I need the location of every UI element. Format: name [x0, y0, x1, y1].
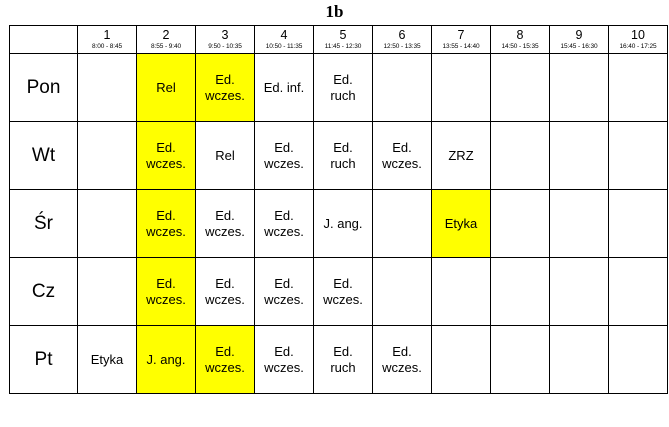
lesson-cell	[609, 54, 668, 122]
timetable-body	[10, 26, 668, 394]
day-label: Śr	[10, 190, 78, 258]
day-label: Wt	[10, 122, 78, 190]
lesson-cell	[78, 258, 137, 326]
lesson-line-2: wczes.	[205, 291, 245, 307]
lesson-line-2: wczes.	[205, 223, 245, 239]
period-number: 9	[575, 27, 583, 42]
lesson-cell	[373, 190, 432, 258]
lesson-line-1: Ed.	[274, 139, 294, 155]
lesson-line-1: Ed.	[156, 139, 176, 155]
lesson-line-2: ruch	[330, 87, 356, 103]
lesson-cell	[373, 54, 432, 122]
page-title: 1b	[325, 2, 344, 21]
period-number: 5	[339, 27, 347, 42]
day-label: Pon	[10, 54, 78, 122]
lesson-cell	[432, 122, 491, 190]
timetable	[9, 25, 668, 394]
period-number: 2	[162, 27, 170, 42]
lesson-line-2: wczes.	[146, 291, 186, 307]
lesson-cell	[373, 122, 432, 190]
lesson-cell	[255, 326, 314, 394]
period-header-6	[373, 26, 432, 54]
lesson-cell	[314, 122, 373, 190]
timetable-header-row	[10, 26, 668, 54]
table-row	[10, 54, 668, 122]
period-header-9	[550, 26, 609, 54]
lesson-line-2: wczes.	[323, 291, 363, 307]
lesson-line-1: Ed.	[274, 275, 294, 291]
lesson-line-1: Rel	[215, 147, 235, 163]
lesson-line-2: wczes.	[146, 155, 186, 171]
lesson-cell	[255, 258, 314, 326]
period-number: 3	[221, 27, 229, 42]
lesson-line-1: J. ang.	[146, 351, 186, 367]
table-row	[10, 326, 668, 394]
lesson-line-2: wczes.	[205, 87, 245, 103]
lesson-line-1: Ed.	[392, 343, 412, 359]
lesson-cell	[432, 190, 491, 258]
lesson-cell	[137, 326, 196, 394]
lesson-line-1: Ed.	[333, 275, 353, 291]
period-header-7	[432, 26, 491, 54]
lesson-cell	[314, 54, 373, 122]
lesson-line-2: wczes.	[264, 359, 304, 375]
period-time-range: 8:55 - 9:40	[151, 42, 181, 50]
lesson-line-1: Ed.	[333, 71, 353, 87]
lesson-line-1: Ed.	[215, 343, 235, 359]
lesson-line-1: Ed.	[156, 207, 176, 223]
lesson-cell	[78, 122, 137, 190]
period-header-10	[609, 26, 668, 54]
lesson-cell	[255, 122, 314, 190]
table-row	[10, 190, 668, 258]
lesson-cell	[78, 54, 137, 122]
lesson-cell	[78, 190, 137, 258]
period-time-range: 9:50 - 10:35	[208, 42, 242, 50]
lesson-cell	[373, 258, 432, 326]
day-label: Cz	[10, 258, 78, 326]
lesson-line-1: Ed.	[215, 207, 235, 223]
period-number: 10	[631, 27, 645, 42]
lesson-line-1: Ed.	[333, 343, 353, 359]
period-header-8	[491, 26, 550, 54]
lesson-cell	[609, 326, 668, 394]
period-number: 4	[280, 27, 288, 42]
period-time-range: 16:40 - 17:25	[619, 42, 657, 50]
lesson-cell	[255, 54, 314, 122]
lesson-cell	[373, 326, 432, 394]
lesson-line-1: Ed.	[215, 71, 235, 87]
lesson-line-2: wczes.	[146, 223, 186, 239]
lesson-cell	[196, 258, 255, 326]
lesson-cell	[609, 122, 668, 190]
lesson-line-1: Ed.	[156, 275, 176, 291]
corner-cell	[10, 26, 78, 54]
lesson-line-1: ZRZ	[448, 147, 474, 163]
lesson-line-1: Etyka	[444, 215, 478, 231]
period-time-range: 15:45 - 16:30	[560, 42, 598, 50]
period-number: 7	[457, 27, 465, 42]
lesson-line-2: wczes.	[382, 359, 422, 375]
lesson-line-2: wczes.	[264, 223, 304, 239]
lesson-line-1: Ed.	[274, 343, 294, 359]
period-time-range: 10:50 - 11:35	[265, 42, 303, 50]
lesson-cell	[137, 258, 196, 326]
lesson-cell	[491, 258, 550, 326]
lesson-cell	[314, 190, 373, 258]
lesson-cell	[550, 258, 609, 326]
lesson-line-1: Ed.	[392, 139, 412, 155]
period-number: 8	[516, 27, 524, 42]
lesson-cell	[432, 258, 491, 326]
table-row	[10, 122, 668, 190]
lesson-cell	[196, 122, 255, 190]
lesson-line-1: J. ang.	[323, 215, 363, 231]
lesson-cell	[196, 190, 255, 258]
table-row	[10, 258, 668, 326]
lesson-cell	[196, 54, 255, 122]
lesson-cell	[314, 326, 373, 394]
period-time-range: 11:45 - 12:30	[324, 42, 362, 50]
lesson-line-2: wczes.	[264, 155, 304, 171]
lesson-cell	[491, 122, 550, 190]
lesson-line-1: Ed. inf.	[263, 79, 305, 95]
lesson-cell	[609, 190, 668, 258]
lesson-line-2: ruch	[330, 359, 356, 375]
lesson-line-1: Etyka	[90, 351, 124, 367]
period-time-range: 8:00 - 8:45	[92, 42, 122, 50]
period-time-range: 13:55 - 14:40	[442, 42, 480, 50]
period-number: 6	[398, 27, 406, 42]
lesson-cell	[550, 190, 609, 258]
lesson-cell	[137, 54, 196, 122]
lesson-cell	[609, 258, 668, 326]
lesson-cell	[78, 326, 137, 394]
lesson-cell	[550, 54, 609, 122]
period-time-range: 14:50 - 15:35	[501, 42, 539, 50]
lesson-cell	[314, 258, 373, 326]
lesson-line-2: ruch	[330, 155, 356, 171]
period-header-4	[255, 26, 314, 54]
lesson-cell	[196, 326, 255, 394]
period-header-1	[78, 26, 137, 54]
period-time-range: 12:50 - 13:35	[383, 42, 421, 50]
lesson-cell	[550, 122, 609, 190]
lesson-line-2: wczes.	[205, 359, 245, 375]
lesson-cell	[137, 190, 196, 258]
lesson-line-2: wczes.	[382, 155, 422, 171]
lesson-cell	[255, 190, 314, 258]
day-label: Pt	[10, 326, 78, 394]
period-header-5	[314, 26, 373, 54]
lesson-cell	[432, 54, 491, 122]
lesson-cell	[432, 326, 491, 394]
lesson-cell	[491, 326, 550, 394]
lesson-line-1: Ed.	[333, 139, 353, 155]
lesson-line-1: Ed.	[215, 275, 235, 291]
lesson-cell	[550, 326, 609, 394]
period-header-3	[196, 26, 255, 54]
lesson-cell	[491, 190, 550, 258]
lesson-line-1: Rel	[156, 79, 176, 95]
lesson-line-2: wczes.	[264, 291, 304, 307]
period-number: 1	[103, 27, 111, 42]
lesson-cell	[137, 122, 196, 190]
lesson-cell	[491, 54, 550, 122]
period-header-2	[137, 26, 196, 54]
lesson-line-1: Ed.	[274, 207, 294, 223]
